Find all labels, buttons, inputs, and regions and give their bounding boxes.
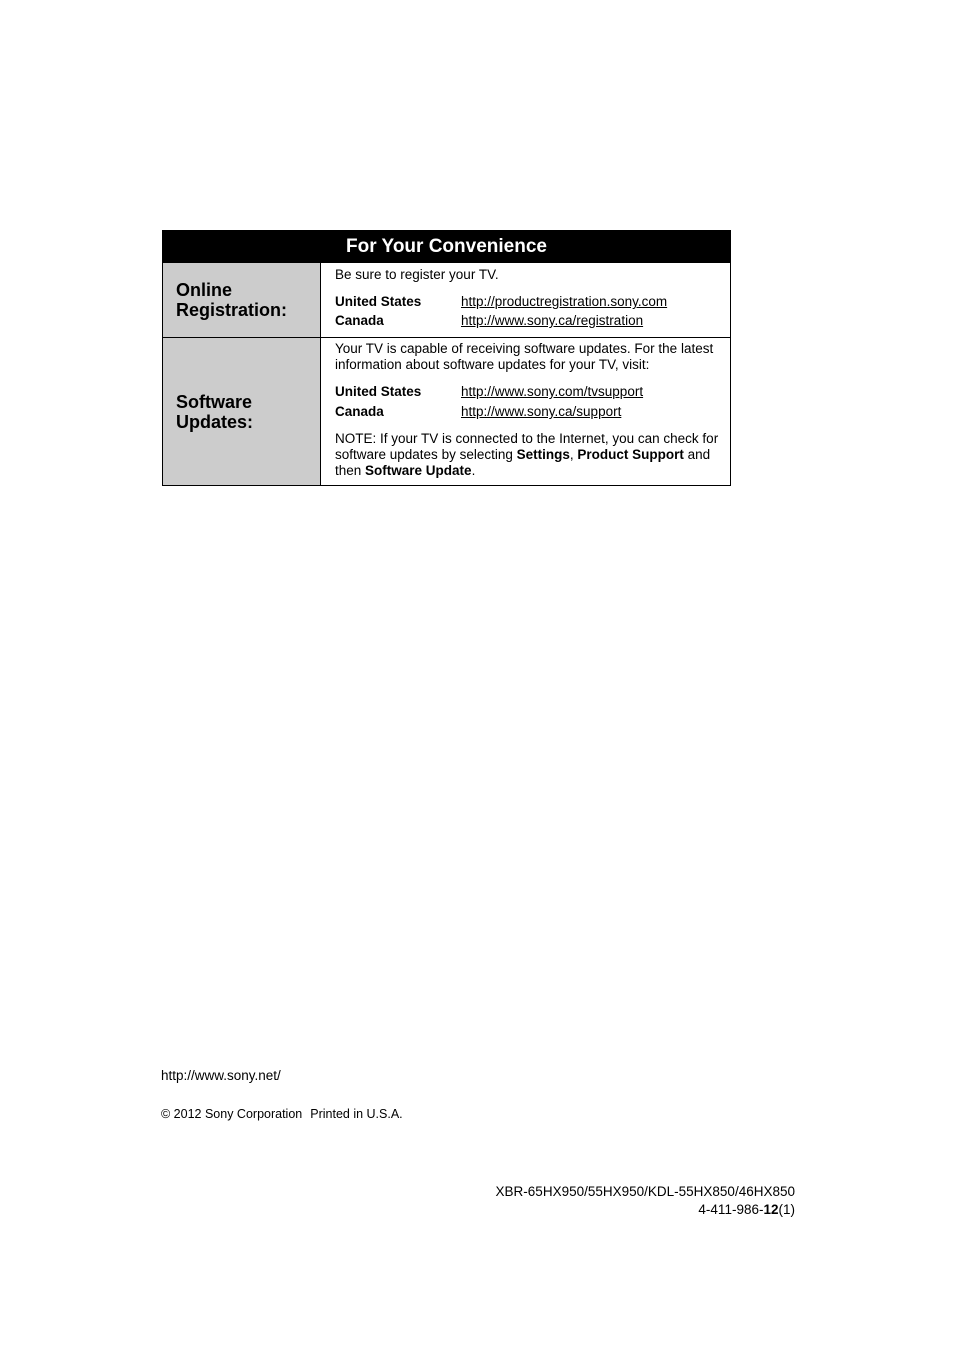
printed-in-text: Printed in U.S.A. xyxy=(310,1107,403,1121)
note-product-support: Product Support xyxy=(577,447,684,462)
updates-label: Software Updates: xyxy=(176,391,254,432)
model-numbers: XBR-65HX950/55HX950/KDL-55HX850/46HX850 xyxy=(495,1184,795,1199)
registration-us-link[interactable]: http://productregistration.sony.com xyxy=(461,294,668,309)
note-settings: Settings xyxy=(516,447,570,462)
convenience-table xyxy=(162,230,731,486)
part-prefix: 4-411-986- xyxy=(698,1202,764,1217)
country-label: United States xyxy=(335,294,422,309)
country-label: United States xyxy=(335,384,422,399)
registration-label-cell xyxy=(163,263,321,337)
updates-ca-link[interactable]: http://www.sony.ca/support xyxy=(461,404,622,419)
registration-row xyxy=(163,263,730,337)
note-text: NOTE: If your TV is connected to the Internet, you can check for software updates by selecting xyxy=(335,431,719,462)
updates-us-link[interactable]: http://www.sony.com/tvsupport xyxy=(461,384,644,399)
registration-ca-link[interactable]: http://www.sony.ca/registration xyxy=(461,313,644,328)
registration-content xyxy=(321,263,730,337)
registration-label: Online Registration: xyxy=(176,280,288,320)
table-header: For Your Convenience xyxy=(163,231,730,263)
country-label: Canada xyxy=(335,313,384,328)
registration-link-us xyxy=(335,294,722,310)
note-and-then: and then xyxy=(335,447,711,478)
country-label: Canada xyxy=(335,404,384,419)
updates-link-us xyxy=(335,384,722,400)
sony-net-link[interactable]: http://www.sony.net/ xyxy=(161,1068,281,1083)
updates-note xyxy=(335,431,722,479)
part-bold: 12 xyxy=(763,1202,779,1217)
note-comma: , xyxy=(569,447,578,462)
copyright-text: © 2012 Sony Corporation xyxy=(161,1107,303,1121)
registration-intro: Be sure to register your TV. xyxy=(335,267,499,282)
note-software-update: Software Update xyxy=(365,463,472,478)
updates-link-ca xyxy=(335,404,722,420)
updates-row xyxy=(163,337,730,485)
updates-intro: Your TV is capable of receiving software updates. For the latest information about software updates for your TV, visit: xyxy=(335,341,714,372)
updates-label-cell xyxy=(163,338,321,485)
part-number xyxy=(496,1201,795,1219)
model-info xyxy=(496,1183,795,1219)
updates-content xyxy=(321,338,730,485)
copyright-line xyxy=(161,1107,403,1121)
note-period: . xyxy=(471,463,476,478)
part-suffix: (1) xyxy=(778,1202,795,1217)
registration-link-ca xyxy=(335,313,722,329)
